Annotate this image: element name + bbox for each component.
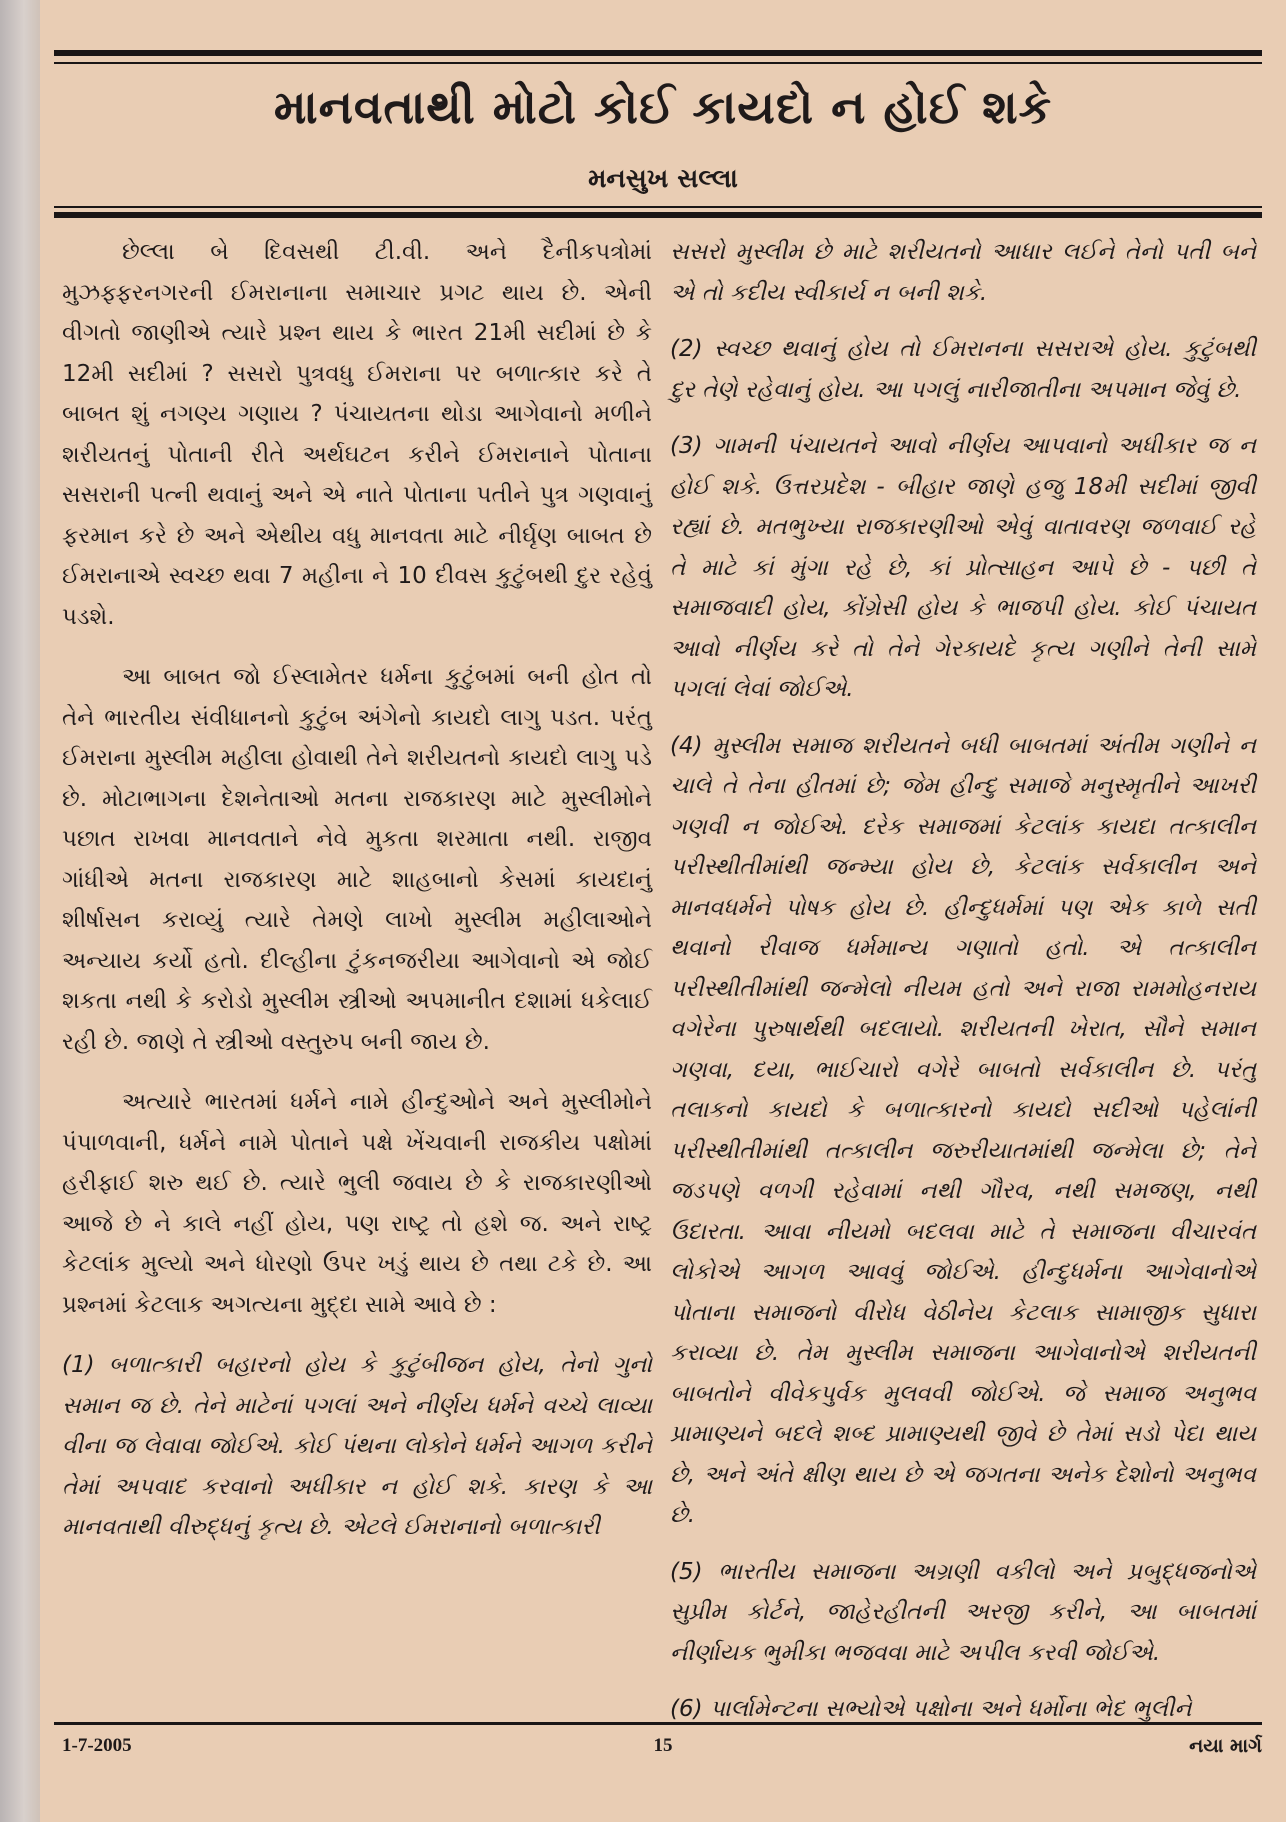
magazine-name: નયા માર્ગ: [1189, 1735, 1262, 1757]
right-column: [670, 232, 1256, 1746]
numbered-point: (6) પાર્લામેન્ટના સભ્યોએ પક્ષોના અને ધર્મોના ભેદ ભુલીને: [670, 1696, 1192, 1722]
left-column: [62, 232, 652, 1568]
article-author: મનસુખ સલ્લા: [588, 164, 738, 194]
paragraph: છેલ્લા બે દિવસથી ટી.વી. અને દૈનીકપત્રોમાં મુઝફ્ફરનગરની ઈમરાનાના સમાચાર પ્રગટ થાય છે. એની વીગતો જાણીએ ત્યારે પ્રશ્ન થાય કે ભારત 21મી સદીમાં છે કે 12મી સદીમાં ? સસરો પુત્રવધુ ઈમરાના પર બળાત્કાર કરે તે બાબત શું નગણ્ય ગણાય ? પંચાયતના થોડા આગેવાનો મળીને શરીયતનું પોતાની રીતે અર્થઘટન કરીને ઈમરાનાને પોતાના સસરાની પત્ની થવાનું અને એ નાતે પોતાના પતીને પુત્ર ગણવાનું ફરમાન કરે છે અને એથીય વધુ માનવતા માટે નીર્ઘૃણ બાબત છે ઈમરાનાએ સ્વચ્છ થવા 7 મહીના ને 10 દીવસ કુટુંબથી દુર રહેવું પડશે.: [62, 239, 652, 630]
issue-date: 1-7-2005: [62, 1735, 132, 1756]
header-rule-thin: [54, 206, 1262, 208]
paragraph: આ બાબત જો ઈસ્લામેતર ધર્મના કુટુંબમાં બની હોત તો તેને ભારતીય સંવીધાનનો કુટુંબ અંગેનો કાયદો લાગુ પડત. પરંતુ ઈમરાના મુસ્લીમ મહીલા હોવાથી તેને શરીયતનો કાયદો લાગુ પડે છે. મોટાભાગના દેશનેતાઓ મતના રાજકારણ માટે મુસ્લીમોને પછાત રાખવા માનવતાને નેવે મુકતા શરમાતા નથી. રાજીવ ગાંધીએ મતના રાજકારણ માટે શાહબાનો કેસમાં કાયદાનું શીર્ષાસન કરાવ્યું ત્યારે તેમણે લાખો મુસ્લીમ મહીલાઓને અન્યાય કર્યો હતો. દીલ્હીના ટુંકનજરીયા આગેવાનો એ જોઈ શકતા નથી કે કરોડો મુસ્લીમ સ્ત્રીઓ અપમાનીત દશામાં ધકેલાઈ રહી છે. જાણે તે સ્ત્રીઓ વસ્તુરુપ બની જાય છે.: [62, 664, 652, 1055]
paragraph: અત્યારે ભારતમાં ધર્મને નામે હીન્દુઓને અને મુસ્લીમોને પંપાળવાની, ધર્મને નામે પોતાને પક્ષે ખેંચવાની રાજકીય પક્ષોમાં હરીફાઈ શરુ થઈ છે. ત્યારે ભુલી જવાય છે કે રાજકારણીઓ આજે છે ને કાલે નહીં હોય, પણ રાષ્ટ્ર તો હશે જ. અને રાષ્ટ્ર કેટલાંક મુલ્યો અને ધોરણો ઉપર ખડું થાય છે તથા ટકે છે. આ પ્રશ્નમાં કેટલાક અગત્યના મુદ્દા સામે આવે છે :: [62, 1089, 652, 1318]
numbered-point: (4) મુસ્લીમ સમાજ શરીયતને બધી બાબતમાં અંતીમ ગણીને ન ચાલે તે તેના હીતમાં છે; જેમ હીન્દુ સમાજે મનુસ્મૃતીને આખરી ગણવી ન જોઈએ. દરેક સમાજમાં કેટલાંક કાયદા તત્કાલીન પરીસ્થીતીમાંથી જન્મ્યા હોય છે, કેટલાંક સર્વકાલીન અને માનવધર્મને પોષક હોય છે. હીન્દુધર્મમાં પણ એક કાળે સતી થવાનો રીવાજ ધર્મમાન્ય ગણાતો હતો. એ તત્કાલીન પરીસ્થીતીમાંથી જન્મેલો નીયમ હતો અને રાજા રામમોહનરાય વગેરેના પુરુષાર્થથી બદલાયો. શરીયતની ખેરાત, સૌને સમાન ગણવા, દયા, ભાઈચારો વગેરે બાબતો સર્વકાલીન છે. પરંતુ તલાકનો કાયદો કે બળાત્કારનો કાયદો સદીઓ પહેલાંની પરીસ્થીતીમાંથી તત્કાલીન જરુરીયાતમાંથી જન્મેલા છે; તેને જડપણે વળગી રહેવામાં નથી ગૌરવ, નથી સમજણ, નથી ઉદારતા. આવા નીયમો બદલવા માટે તે સમાજના વીચારવંત લોકોએ આગળ આવવું જોઈએ. હીન્દુધર્મના આગેવાનોએ પોતાના સમાજનો વીરોધ વેઠીનેય કેટલાક સામાજીક સુધારા કરાવ્યા છે. તેમ મુસ્લીમ સમાજના આગેવાનોએ શરીયતની બાબતોને વીવેકપુર્વક મુલવવી જોઈએ. જે સમાજ અનુભવ પ્રામાણ્યને બદલે શબ્દ પ્રામાણ્યથી જીવે છે તેમાં સડો પેદા થાય છે, અને અંતે ક્ષીણ થાય છે એ જગતના અનેક દેશોનો અનુભવ છે.: [670, 732, 1256, 1528]
top-rule-thick: [54, 50, 1262, 56]
footer-rule: [54, 1722, 1262, 1725]
paragraph: સસરો મુસ્લીમ છે માટે શરીયતનો આધાર લઈને તેનો પતી બને એ તો કદીય સ્વીકાર્ય ન બની શકે.: [670, 239, 1256, 306]
article-title: માનવતાથી મોટો કોઈ કાયદો ન હોઈ શકે: [273, 80, 1053, 134]
page-spine-shadow: [0, 0, 40, 1822]
numbered-point: (3) ગામની પંચાયતને આવો નીર્ણય આપવાનો અધીકાર જ ન હોઈ શકે. ઉત્તરપ્રદેશ - બીહાર જાણે હજુ 18મી સદીમાં જીવી રહ્યાં છે. મતભુખ્યા રાજકારણીઓ એવું વાતાવરણ જળવાઈ રહે તે માટે કાં મુંગા રહે છે, કાં પ્રોત્સાહન આપે છે - પછી તે સમાજવાદી હોય, કોંગ્રેસી હોય કે ભાજપી હોય. કોઈ પંચાયત આવો નીર્ણય કરે તો તેને ગેરકાયદે કૃત્ય ગણીને તેની સામે પગલાં લેવાં જોઈએ.: [670, 433, 1256, 702]
numbered-point: (5) ભારતીય સમાજના અગ્રણી વકીલો અને પ્રબુદ્ધજનોએ સુપ્રીમ કોર્ટને, જાહેરહીતની અરજી કરીને, આ બાબતમાં નીર્ણાયક ભુમીકા ભજવવા માટે અપીલ કરવી જોઈએ.: [670, 1558, 1256, 1666]
top-rule-thin: [54, 62, 1262, 64]
numbered-point: (2) સ્વચ્છ થવાનું હોય તો ઈમરાનના સસરાએ હોય. કુટુંબથી દુર તેણે રહેવાનું હોય. આ પગલું નારીજાતીના અપમાન જેવું છે.: [670, 336, 1256, 403]
numbered-point: (1) બળાત્કારી બહારનો હોય કે કુટુંબીજન હોય, તેનો ગુનો સમાન જ છે. તેને માટેનાં પગલાં અને નીર્ણય ધર્મને વચ્ચે લાવ્યા વીના જ લેવાવા જોઈએ. કોઈ પંથના લોકોને ધર્મને આગળ કરીને તેમાં અપવાદ કરવાનો અધીકાર ન હોઈ શકે. કારણ કે આ માનવતાથી વીરુદ્ધનું કૃત્ય છે. એટલે ઈમરાનાનો બળાત્કારી: [62, 1352, 652, 1540]
page-number: 15: [653, 1735, 673, 1756]
header-rule-thick: [54, 212, 1262, 218]
magazine-page: [40, 0, 1286, 1822]
